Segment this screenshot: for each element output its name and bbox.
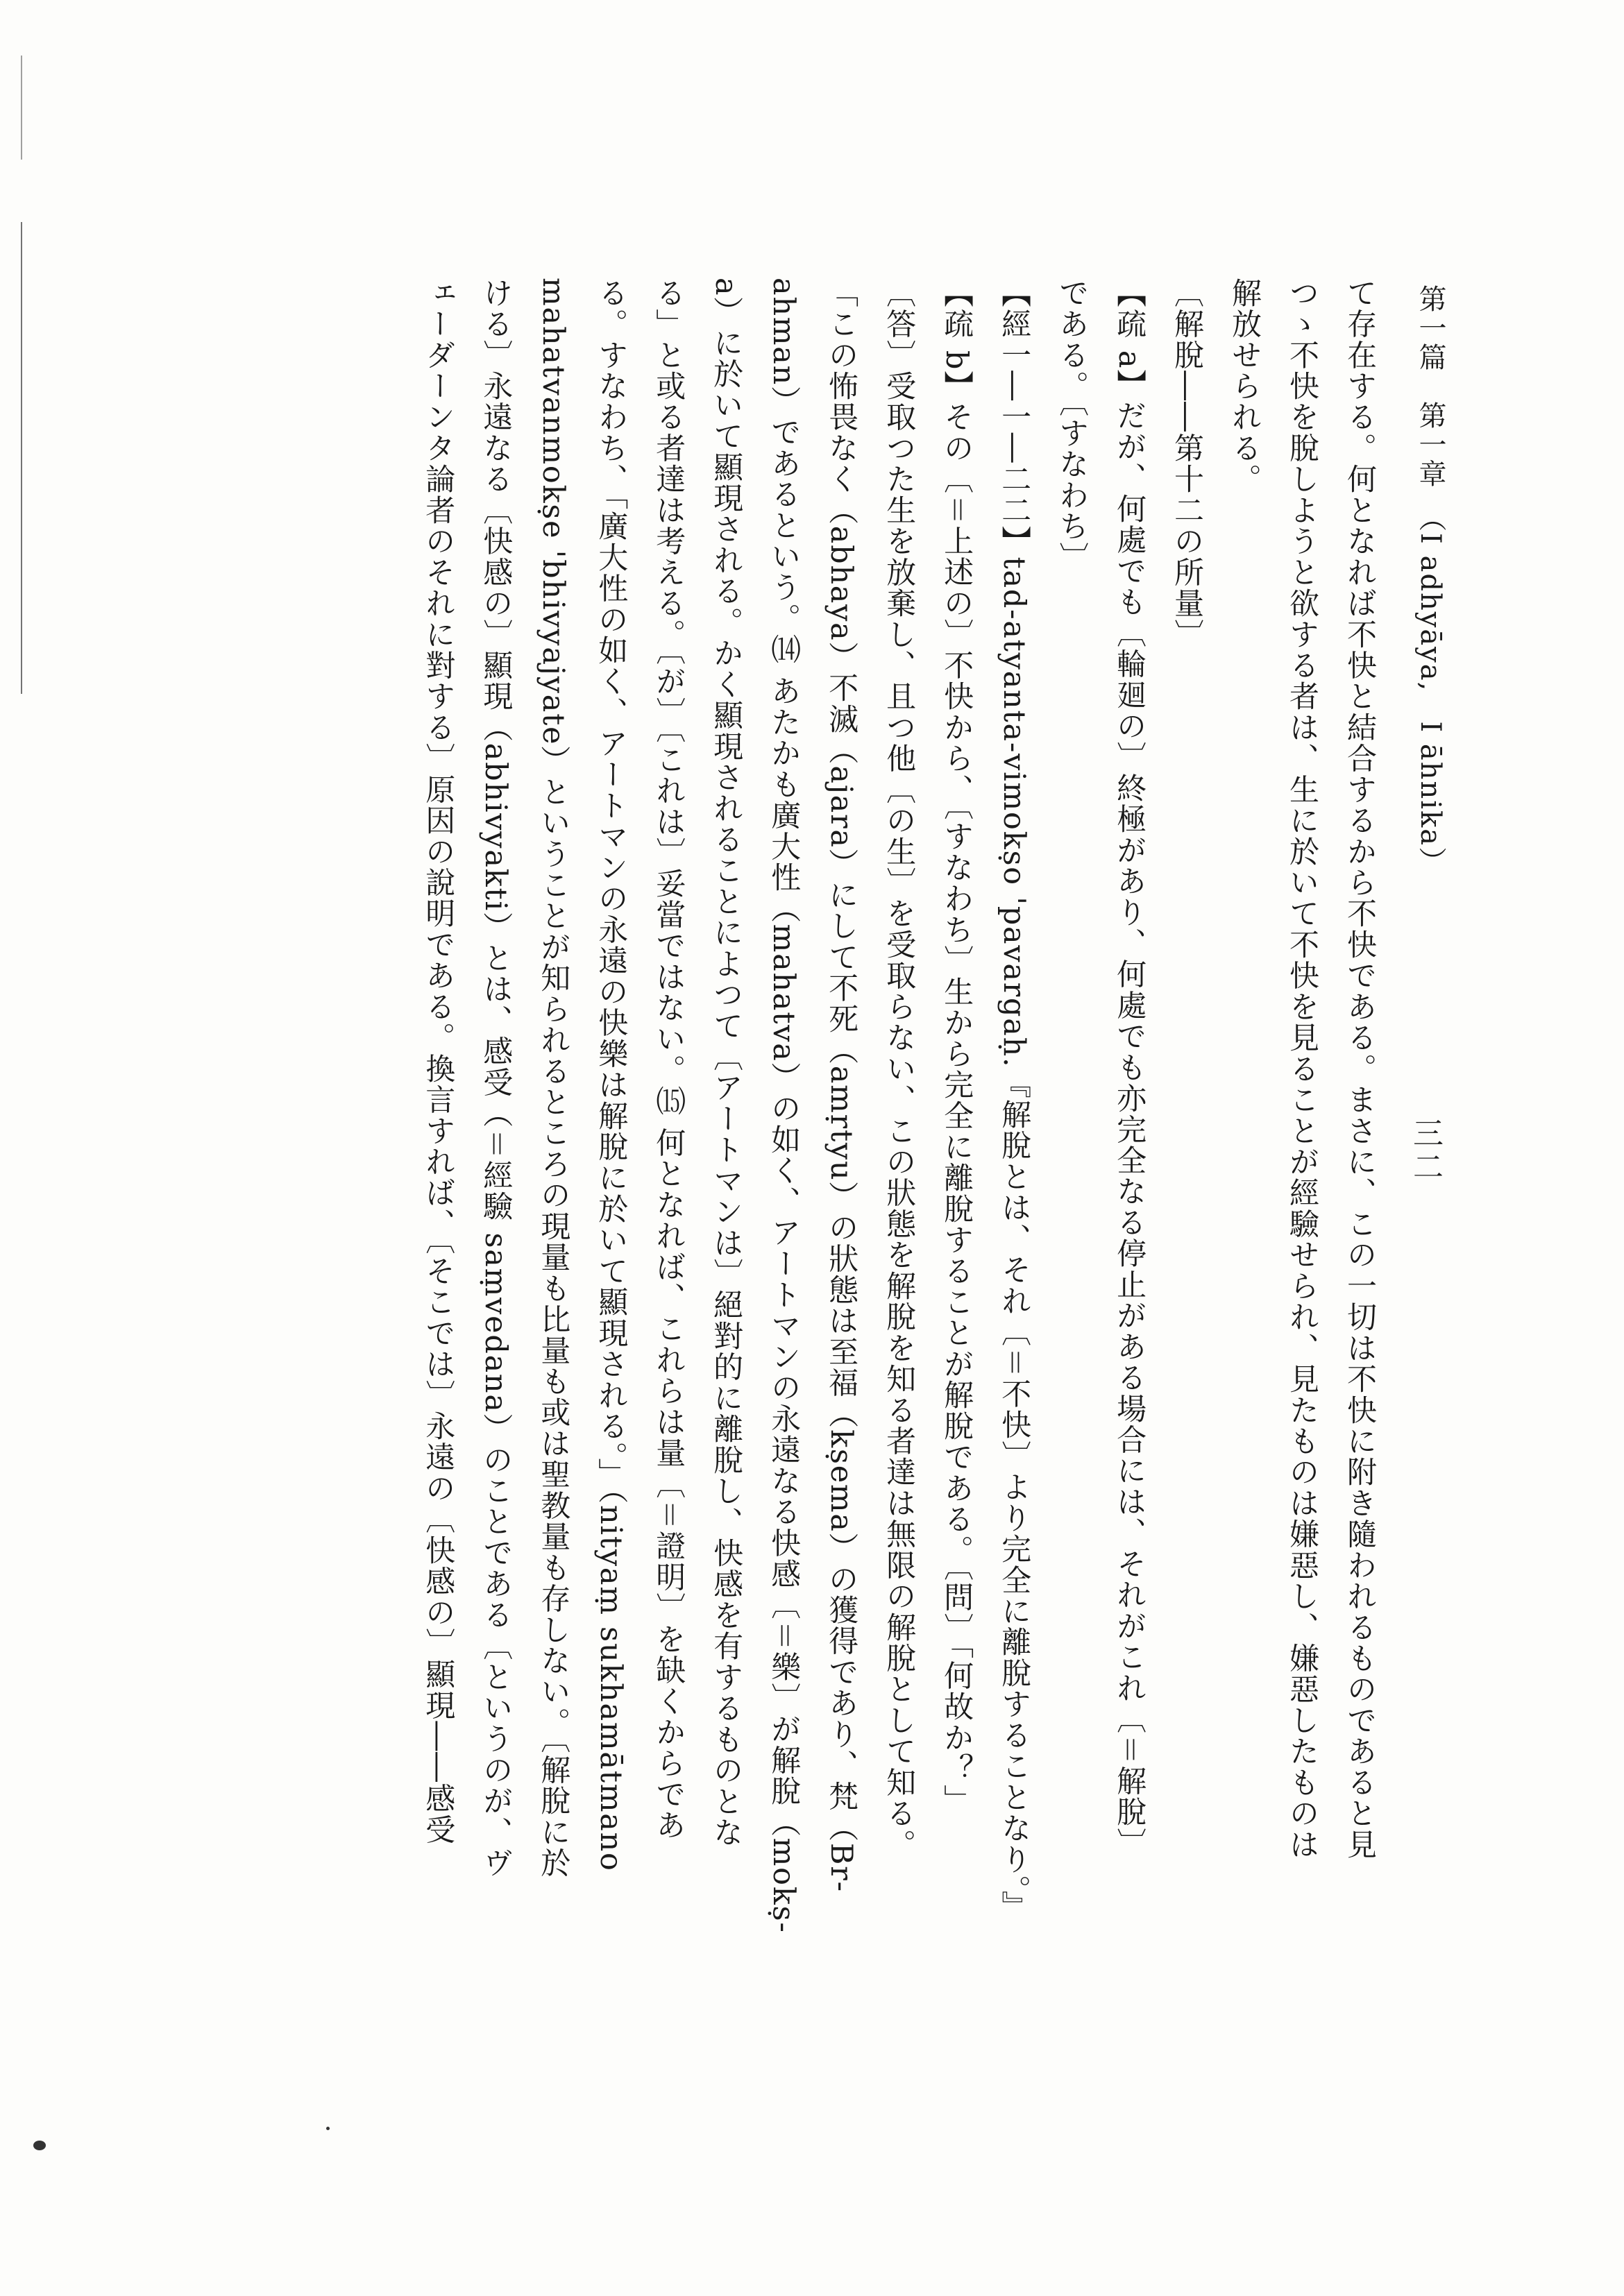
text-line: て存在する。何となれば不快と結合するから不快である。まさに、この一切は不快に附き隨われるものであると見 bbox=[1342, 278, 1377, 1860]
text-line: mahatvanmokṣe 'bhivyajyate）ということが知られるところの現量も比量も或は聖教量も存しない。〔解脫に於 bbox=[536, 278, 571, 1879]
text-line: ける〕永遠なる〔快感の〕顯現（abhivyakti）とは、感受（＝經驗 saṃvedana）のことである〔というのが、ヴ bbox=[478, 278, 514, 1879]
text-line: つゝ不快を脫しようと欲する者は、生に於いて不快を見ることが經驗せられ、見たものは嫌惡し、嫌惡したものは bbox=[1285, 278, 1320, 1860]
text-line: る。すなわち、「廣大性の如く、アートマンの永遠の快樂は解脫に於いて顯現される。」（nityaṃ sukhamātmano bbox=[593, 278, 629, 1872]
running-head: 第一篇 第一章 （I adhyāya, I āhnika） bbox=[1414, 284, 1446, 876]
text-line: a）に於いて顯現される。かく顯現されることによつて〔アートマンは〕絕對的に離脫し、快感を有するものとな bbox=[709, 278, 744, 1848]
section-heading: 〔解脫――第十二の所量〕 bbox=[1169, 278, 1205, 650]
ink-dot bbox=[326, 2127, 330, 2130]
text-line: 解放せられる。 bbox=[1227, 278, 1262, 495]
text-line: ahman）であるという。⒁ あたかも廣大性（mahatva）の如く、アートマンの永遠なる快感〔＝樂〕が解脫（mokṣ- bbox=[766, 278, 802, 1934]
text-line: 【疏 b】その〔＝上述の〕不快から、〔すなわち〕生から完全に離脫することが解脫である。〔問〕「何故か？」 bbox=[939, 278, 974, 1816]
page-edge-mark bbox=[21, 56, 22, 160]
page-number: 三二 bbox=[1407, 1117, 1443, 1184]
page-edge-mark bbox=[21, 222, 22, 694]
text-line: ェーダーンタ論者のそれに對する〕原因の說明である。換言すれば、〔そこでは〕永遠の〔快感の〕顯現――感受 bbox=[421, 278, 456, 1846]
ink-smudge bbox=[33, 2141, 46, 2150]
sutra-line: 【經一―一―二二】tad-atyanta-vimokṣo 'pavargaḥ.『解脫とは、それ〔＝不快〕より完全に離脫することなり。』 bbox=[997, 278, 1032, 1923]
text-line: である。〔すなわち〕 bbox=[1054, 278, 1090, 573]
text-line: る」と或る者達は考える。〔が〕〔これは〕妥當ではない。⒂ 何となれば、これらは量〔＝證明〕を缺くからであ bbox=[651, 278, 686, 1842]
text-line: 〔答〕受取つた生を放棄し、且つ他〔の生〕を受取らない、この狀態を解脫を知る者達は無限の解脫として知る。 bbox=[881, 278, 917, 1860]
vertical-text-body bbox=[236, 278, 1388, 2151]
text-line: 「この怖畏なく（abhaya）不滅（ajara）にして不死（amṛtyu）の狀態は至福（kṣema）の獲得であり、梵（Br- bbox=[824, 278, 859, 1893]
text-line: 【疏 a】だが、何處でも〔輪廻の〕終極があり、何處でも亦完全なる停止がある場合には、それがこれ〔＝解脫〕 bbox=[1112, 278, 1147, 1859]
